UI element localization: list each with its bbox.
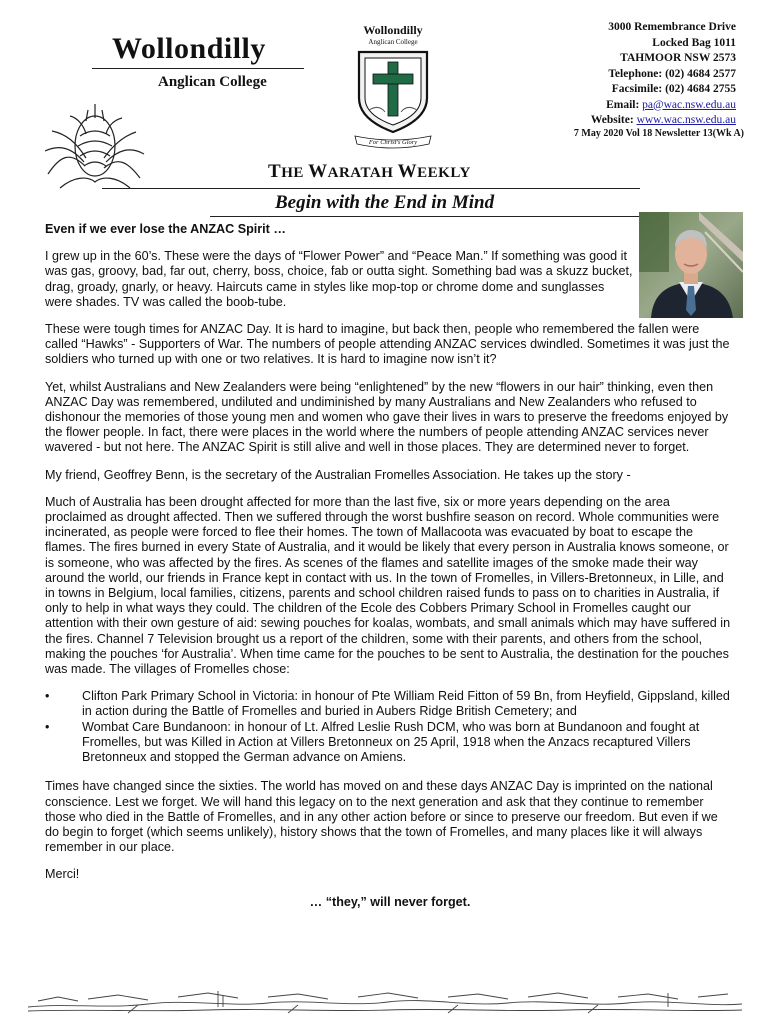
article-body xyxy=(45,222,735,910)
article-paragraph: I grew up in the 60’s. These were the days of “Flower Power” and “Peace Man.” If something was good it was gas, groovy, bad, far out, cherry, boss, choice, fab or outta sight. Something bad was a skuzz bucket, drag, groady, gnarly, or heavy. Haircuts came in styles like mop-top or chrome dome and sunglasses were shades. TV was called the boob-tube. xyxy=(45,249,633,309)
title-weekly-rest: EEKLY xyxy=(417,165,471,181)
bullet-symbol: • xyxy=(45,689,50,704)
article-paragraph: My friend, Geoffrey Benn, is the secretary of the Australian Fromelles Association. He takes up the story - xyxy=(45,467,631,482)
article-intro: Even if we ever lose the ANZAC Spirit … xyxy=(45,222,286,236)
article-paragraph: Times have changed since the sixties. The world has moved on and these days ANZAC Day is imprinted on the national conscience. Lest we forget. We will hand this legacy on to the next generation and ask that they continue to remember those who died in the Battle of Fromelles, and in any other action before or since to preserve our freedom. But even if we do begin to forget (which seems unlikely), history shows that the town of Fromelles, and many places like it will always remember in our place. xyxy=(45,779,718,855)
masthead-rule-bottom xyxy=(210,216,640,217)
address-telephone: Telephone: (02) 4684 2577 xyxy=(608,67,736,80)
email-label: Email: xyxy=(606,98,643,111)
list-item-text: Wombat Care Bundanoon: in honour of Lt. Alfred Leslie Rush DCM, who was born at Bundanoon and fought at Fromelles, but was Killed in Action at Villers Bretonneux on 25 April, 1918 when the Anzacs recaptured Villers Bretonneux and stopped the German advance on Amiens. xyxy=(82,719,700,765)
crest-title: Wollondilly xyxy=(363,23,423,37)
bullet-list xyxy=(45,689,735,765)
article-headline: Begin with the End in Mind xyxy=(275,192,495,213)
crest-subtitle: Anglican College xyxy=(368,38,418,46)
list-item xyxy=(45,720,735,766)
address-website-row xyxy=(591,113,736,129)
title-the-rest: HE xyxy=(281,165,309,181)
title-the-initial: T xyxy=(268,161,282,182)
waratah-flower-illustration xyxy=(40,96,150,196)
title-waratah-rest: ARATAH xyxy=(327,165,398,181)
email-link[interactable]: pa@wac.nsw.edu.au xyxy=(642,98,736,111)
title-weekly-initial: W xyxy=(397,161,418,182)
masthead-rule-top xyxy=(102,188,640,189)
website-label: Website: xyxy=(590,114,637,126)
address-email-row xyxy=(591,98,736,114)
college-crest-logo xyxy=(345,20,441,150)
footer-landscape-sketch xyxy=(28,985,742,1015)
issue-line: 7 May 2020 Vol 18 Newsletter 13(Wk A) xyxy=(573,128,744,139)
article-paragraph: These were tough times for ANZAC Day. It is hard to imagine, but back then, people who remembered the fallen were called “Hawks” - Supporters of War. The numbers of people attending ANZAC services dwindled. Sometimes it was just the soldiers who turned up with one or two relatives. It is hard to imagine now isn’t it? xyxy=(45,322,730,367)
article-paragraph: Yet, whilst Australians and New Zealanders were being “enlightened” by the new “flowers in our hair” thinking, even then ANZAC Day was remembered, undiluted and undiminished by many Australians and New Zealanders who refused to dishonour the memories of those young men and women who gave their lives in wars to preserve the freedoms enjoyed by the flower people. In fact, there were places in the world where the numbers of people attending ANZAC services never wavered - but not here. The ANZAC Spirit is still alive and well in those places. They are determined never to forget. xyxy=(45,379,729,455)
address-facsimile: Facsimile: (02) 4684 2755 xyxy=(611,83,736,95)
contact-address-block xyxy=(591,20,736,129)
school-subtitle: Anglican College xyxy=(158,74,267,90)
crest-motto: For Christ's Glory xyxy=(368,139,418,146)
article-paragraph: Much of Australia has been drought affected for more than the last five, six or more years depending on the area proclaimed as drought affected. Then we suffered through the worst bushfire season on record. Whole communities were incinerated, as people were forced to flee their homes. The town of Mallacoota was evacuated by boat to escape the flames. The fires burned in every State of Australia, and it would be likely that every person in Australia knows someone, or is someone, who was affected by the fires. As scenes of the flames and satellite images of the smoke made their way around the world, our friends in France kept in contact with us. In the town of Fromelles, in Villers-Bretonneux, in Lille, and in towns in Belgium, local families, citizens, parents and school children raised funds to pass on to charities in Australia, if only to help in what ways they could. The children of the Ecole des Cobbers Primary School in Fromelles caught our attention with their own gesture of aid: sewing pouches for koalas, wombats, and small animals which may have suffered in the fires. Channel 7 Television brought us a report of the children, some with their parents, and others from the school, making the pouches ‘for Australia’. When time came for the pouches to be sent to Australia, the destination for the pouches was made. The villages of Fromelles chose: xyxy=(45,494,731,677)
address-street: 3000 Remembrance Drive xyxy=(608,21,736,33)
newsletter-title xyxy=(268,161,471,183)
title-waratah-initial: W xyxy=(308,161,328,182)
website-link[interactable]: www.wac.nsw.edu.au xyxy=(636,114,736,126)
list-item-text: Clifton Park Primary School in Victoria: in honour of Pte William Reid Fitton of 59 Bn, from Heyfield, Gippsland, killed in action during the Battle of Fromelles and buried in Aubers Ridge British Cemetery; and xyxy=(82,689,730,719)
school-name: Wollondilly xyxy=(112,32,266,65)
article-paragraph: Merci! xyxy=(45,867,80,882)
address-locked-bag: Locked Bag 1011 xyxy=(652,36,736,49)
article-closing: … “they,” will never forget. xyxy=(309,894,471,909)
address-suburb: TAHMOOR NSW 2573 xyxy=(620,52,736,64)
school-name-rule xyxy=(92,68,304,69)
list-item xyxy=(45,689,735,719)
bullet-symbol: • xyxy=(45,719,50,734)
